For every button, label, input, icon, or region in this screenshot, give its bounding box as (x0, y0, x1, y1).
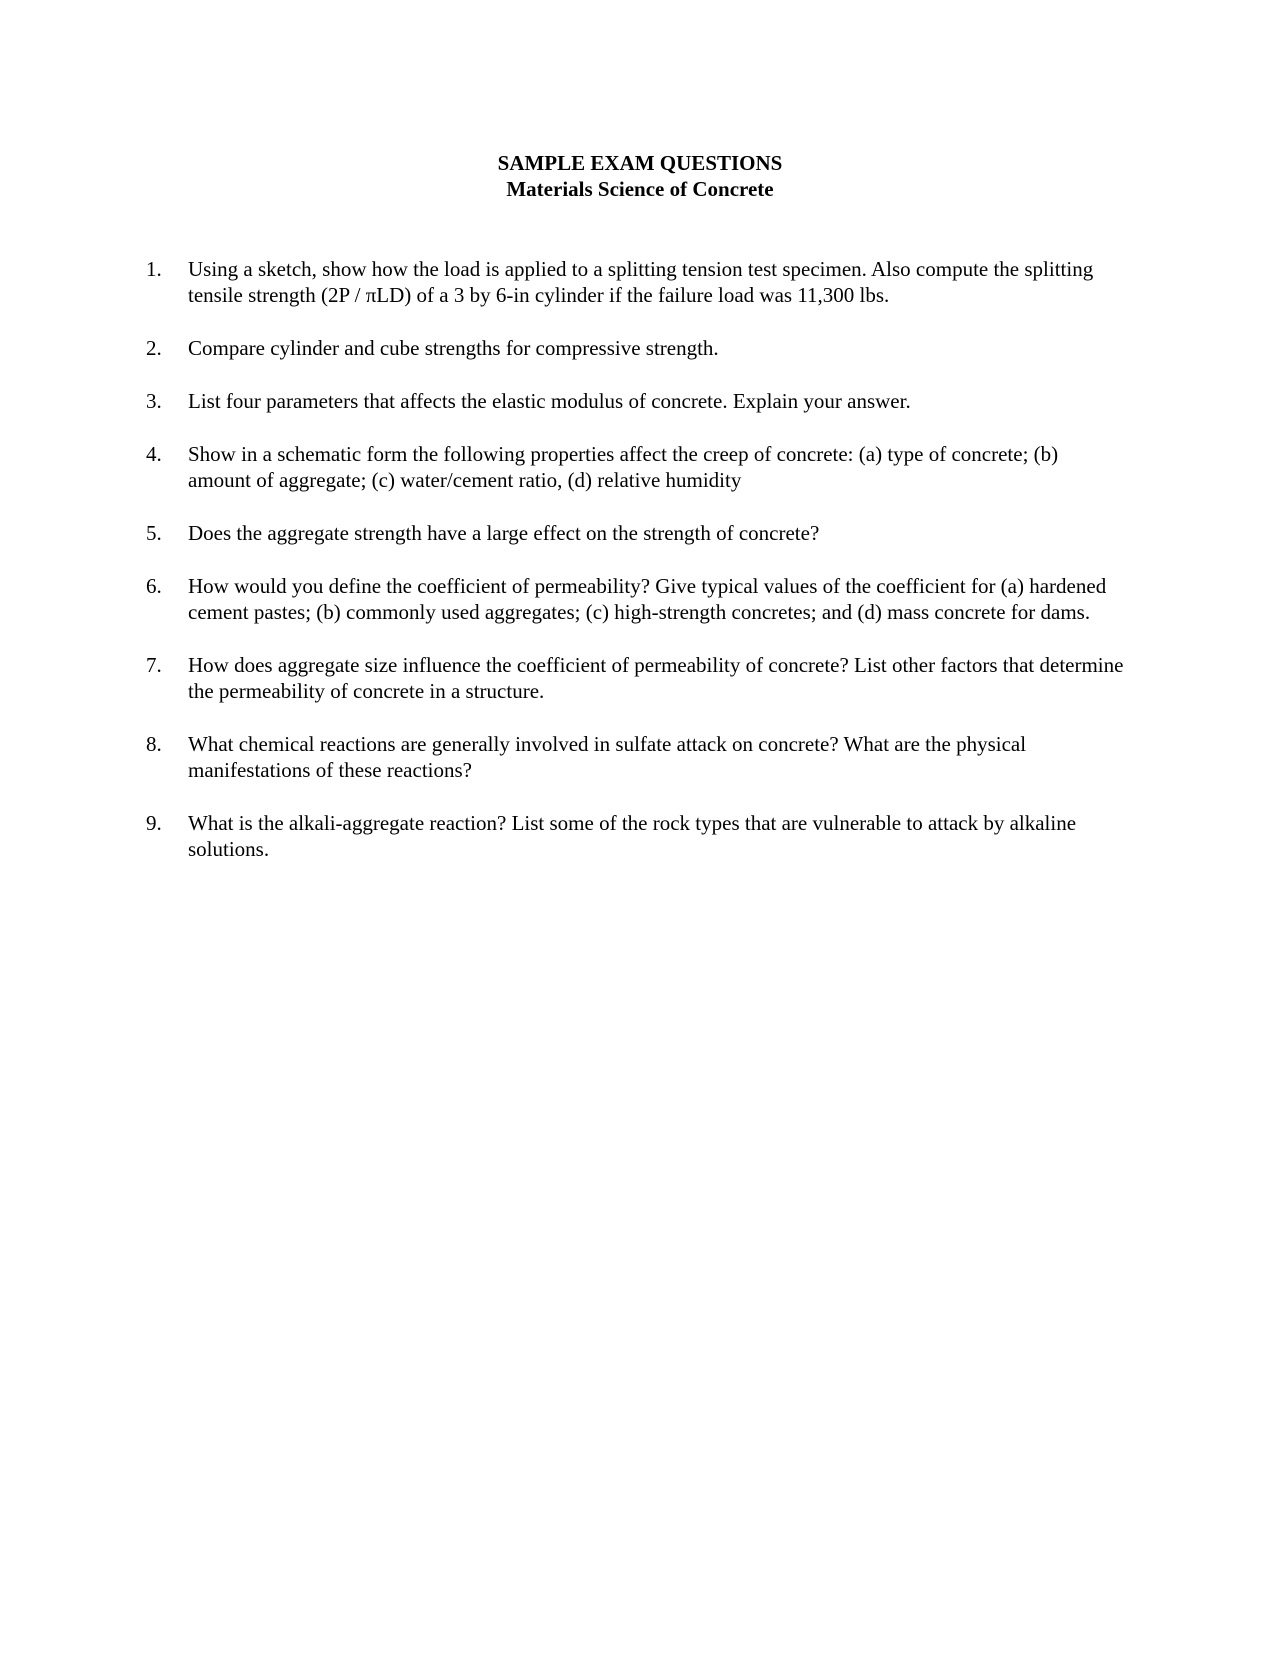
document-title: SAMPLE EXAM QUESTIONS (497, 151, 783, 175)
question-number: 2. (146, 336, 162, 360)
question-item-2 (146, 335, 1126, 361)
question-number: 8. (146, 732, 162, 756)
question-list (146, 256, 1126, 889)
document-subtitle: Materials Science of Concrete (506, 177, 774, 201)
question-item-7 (146, 652, 1126, 704)
question-text: What is the alkali-aggregate reaction? List some of the rock types that are vulnerable to attack by alkaline solutions. (188, 811, 1077, 861)
question-item-5 (146, 520, 1126, 546)
question-number: 6. (146, 574, 162, 598)
question-text: Show in a schematic form the following properties affect the creep of concrete: (a) type of concrete; (b) amount of aggregate; (c) water/cement ratio, (d) relative humidity (188, 442, 1059, 492)
question-number: 5. (146, 521, 162, 545)
question-text: Compare cylinder and cube strengths for compressive strength. (188, 336, 719, 360)
question-number: 7. (146, 653, 162, 677)
question-item-4 (146, 441, 1126, 493)
question-number: 9. (146, 811, 162, 835)
question-item-6 (146, 573, 1126, 625)
question-number: 1. (146, 257, 162, 281)
question-item-3 (146, 388, 1126, 414)
question-text: List four parameters that affects the elastic modulus of concrete. Explain your answer. (188, 389, 911, 413)
question-text: What chemical reactions are generally involved in sulfate attack on concrete? What are the physical manifestations of these reactions? (188, 732, 1027, 782)
question-item-9 (146, 810, 1126, 862)
question-text: How would you define the coefficient of permeability? Give typical values of the coefficient for (a) hardened cement pastes; (b) commonly used aggregates; (c) high-strength concretes; and (d) mass concrete for dams. (188, 574, 1107, 624)
question-item-1 (146, 256, 1126, 308)
question-text: How does aggregate size influence the coefficient of permeability of concrete? List other factors that determine the permeability of concrete in a structure. (188, 653, 1124, 703)
question-text: Using a sketch, show how the load is applied to a splitting tension test specimen. Also compute the splitting tensile strength (2P / πLD) of a 3 by 6-in cylinder if the failure load was 11,300 lbs. (188, 257, 1094, 307)
question-number: 4. (146, 442, 162, 466)
question-number: 3. (146, 389, 162, 413)
question-item-8 (146, 731, 1126, 783)
question-text: Does the aggregate strength have a large effect on the strength of concrete? (188, 521, 820, 545)
document-header (0, 150, 1280, 202)
